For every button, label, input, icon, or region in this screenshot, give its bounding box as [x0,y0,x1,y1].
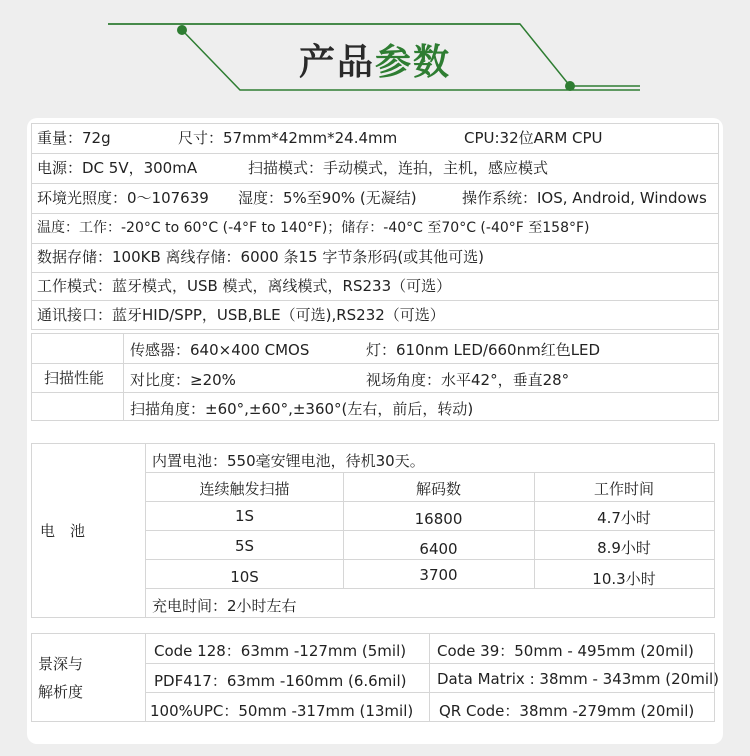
cpu: CPU:32位ARM CPU [464,129,603,147]
depth-pdf417: PDF417：63mm -160mm (6.6mil) [154,672,407,690]
lamp: 灯：610nm LED/660nm红色LED [366,341,601,359]
battery-header-decodes: 解码数 [415,480,461,498]
divider [146,530,714,531]
battery-label [32,444,146,617]
depth-label [32,634,146,721]
header-banner [0,0,750,110]
interface: 通讯接口：蓝牙HID/SPP，USB,BLE（可选),RS232（可选） [37,306,445,324]
depth-code39: Code 39：50mm - 495mm (20mil) [437,642,694,660]
depth-datamatrix: Data Matrix : 38mm - 343mm (20mil) [437,670,720,688]
humidity: 湿度：5%至90% (无凝结) [238,189,417,207]
temperature: 温度：工作：-20°C to 60°C (-4°F to 140°F)；储存：-40°C 至70°C (-40°F 至158°F) [37,220,590,236]
divider [429,634,430,721]
battery-cell: 10S [230,568,259,586]
battery-cell: 6400 [419,540,458,558]
title-part1: 产品 [298,42,375,83]
divider [32,363,718,364]
view-angle: 视场角度：水平42°，垂直28° [366,371,570,389]
builtin-battery: 内置电池：550毫安锂电池，待机30天。 [152,452,425,470]
battery-cell: 16800 [414,510,463,528]
os: 操作系统：IOS, Android, Windows [462,189,707,207]
scan-performance [31,333,719,421]
sensor: 传感器：640×400 CMOS [130,341,310,359]
depth-qrcode: QR Code：38mm -279mm (20mil) [439,702,695,720]
divider [146,472,714,473]
battery-cell: 3700 [419,566,458,584]
divider [146,692,714,693]
depth-code128: Code 128：63mm -127mm (5mil) [154,642,407,660]
spec-row-7 [32,301,718,329]
spec-row-6 [32,272,718,301]
spec-row-5 [32,243,718,273]
battery-label-text: 电 池 [40,522,86,540]
depth-label-line1: 景深与 [38,654,84,673]
battery-cell: 1S [234,507,255,525]
spec-row-4 [32,214,718,244]
battery-header-trigger: 连续触发扫描 [199,480,290,498]
spec-row-2 [32,154,718,184]
depth-upc: 100%UPC：50mm -317mm (13mil) [150,702,414,720]
weight: 重量：72g [37,129,111,147]
ambient-light: 环境光照度：0～107639 [37,189,209,207]
battery-cell: 4.7小时 [597,509,651,527]
divider [146,559,714,560]
scan-angle: 扫描角度：±60°,±60°,±360°(左右，前后，转动) [130,400,474,418]
work-mode: 工作模式：蓝牙模式，USB 模式，离线模式，RS233（可选） [37,277,452,295]
page-title [0,34,750,85]
depth-section [31,633,720,722]
title-part2: 参数 [375,42,452,83]
divider [146,663,714,664]
spec-row-3 [32,184,718,214]
battery-header-worktime: 工作时间 [593,480,654,498]
power: 电源：DC 5V，300mA [37,159,198,177]
scan-mode: 扫描模式：手动模式，连拍，主机，感应模式 [248,159,549,177]
charge-time: 充电时间：2小时左右 [152,597,297,615]
size: 尺寸：57mm*42mm*24.4mm [178,129,398,147]
battery-cell: 10.3小时 [592,570,656,588]
depth-label-line2: 解析度 [38,682,84,701]
divider [32,392,718,393]
contrast: 对比度：≥20% [130,371,236,389]
battery-cell: 8.9小时 [597,539,651,557]
data-storage: 数据存储：100KB 离线存储：6000 条15 字节条形码(或其他可选) [37,248,485,266]
scan-performance-label-text: 扫描性能 [44,368,105,387]
divider [146,501,714,502]
spec-row-1 [32,124,718,154]
battery-section [31,443,715,618]
scan-performance-label [32,334,124,420]
battery-cell: 5S [234,537,255,555]
spec-card [27,118,723,744]
general-specs [31,123,719,330]
